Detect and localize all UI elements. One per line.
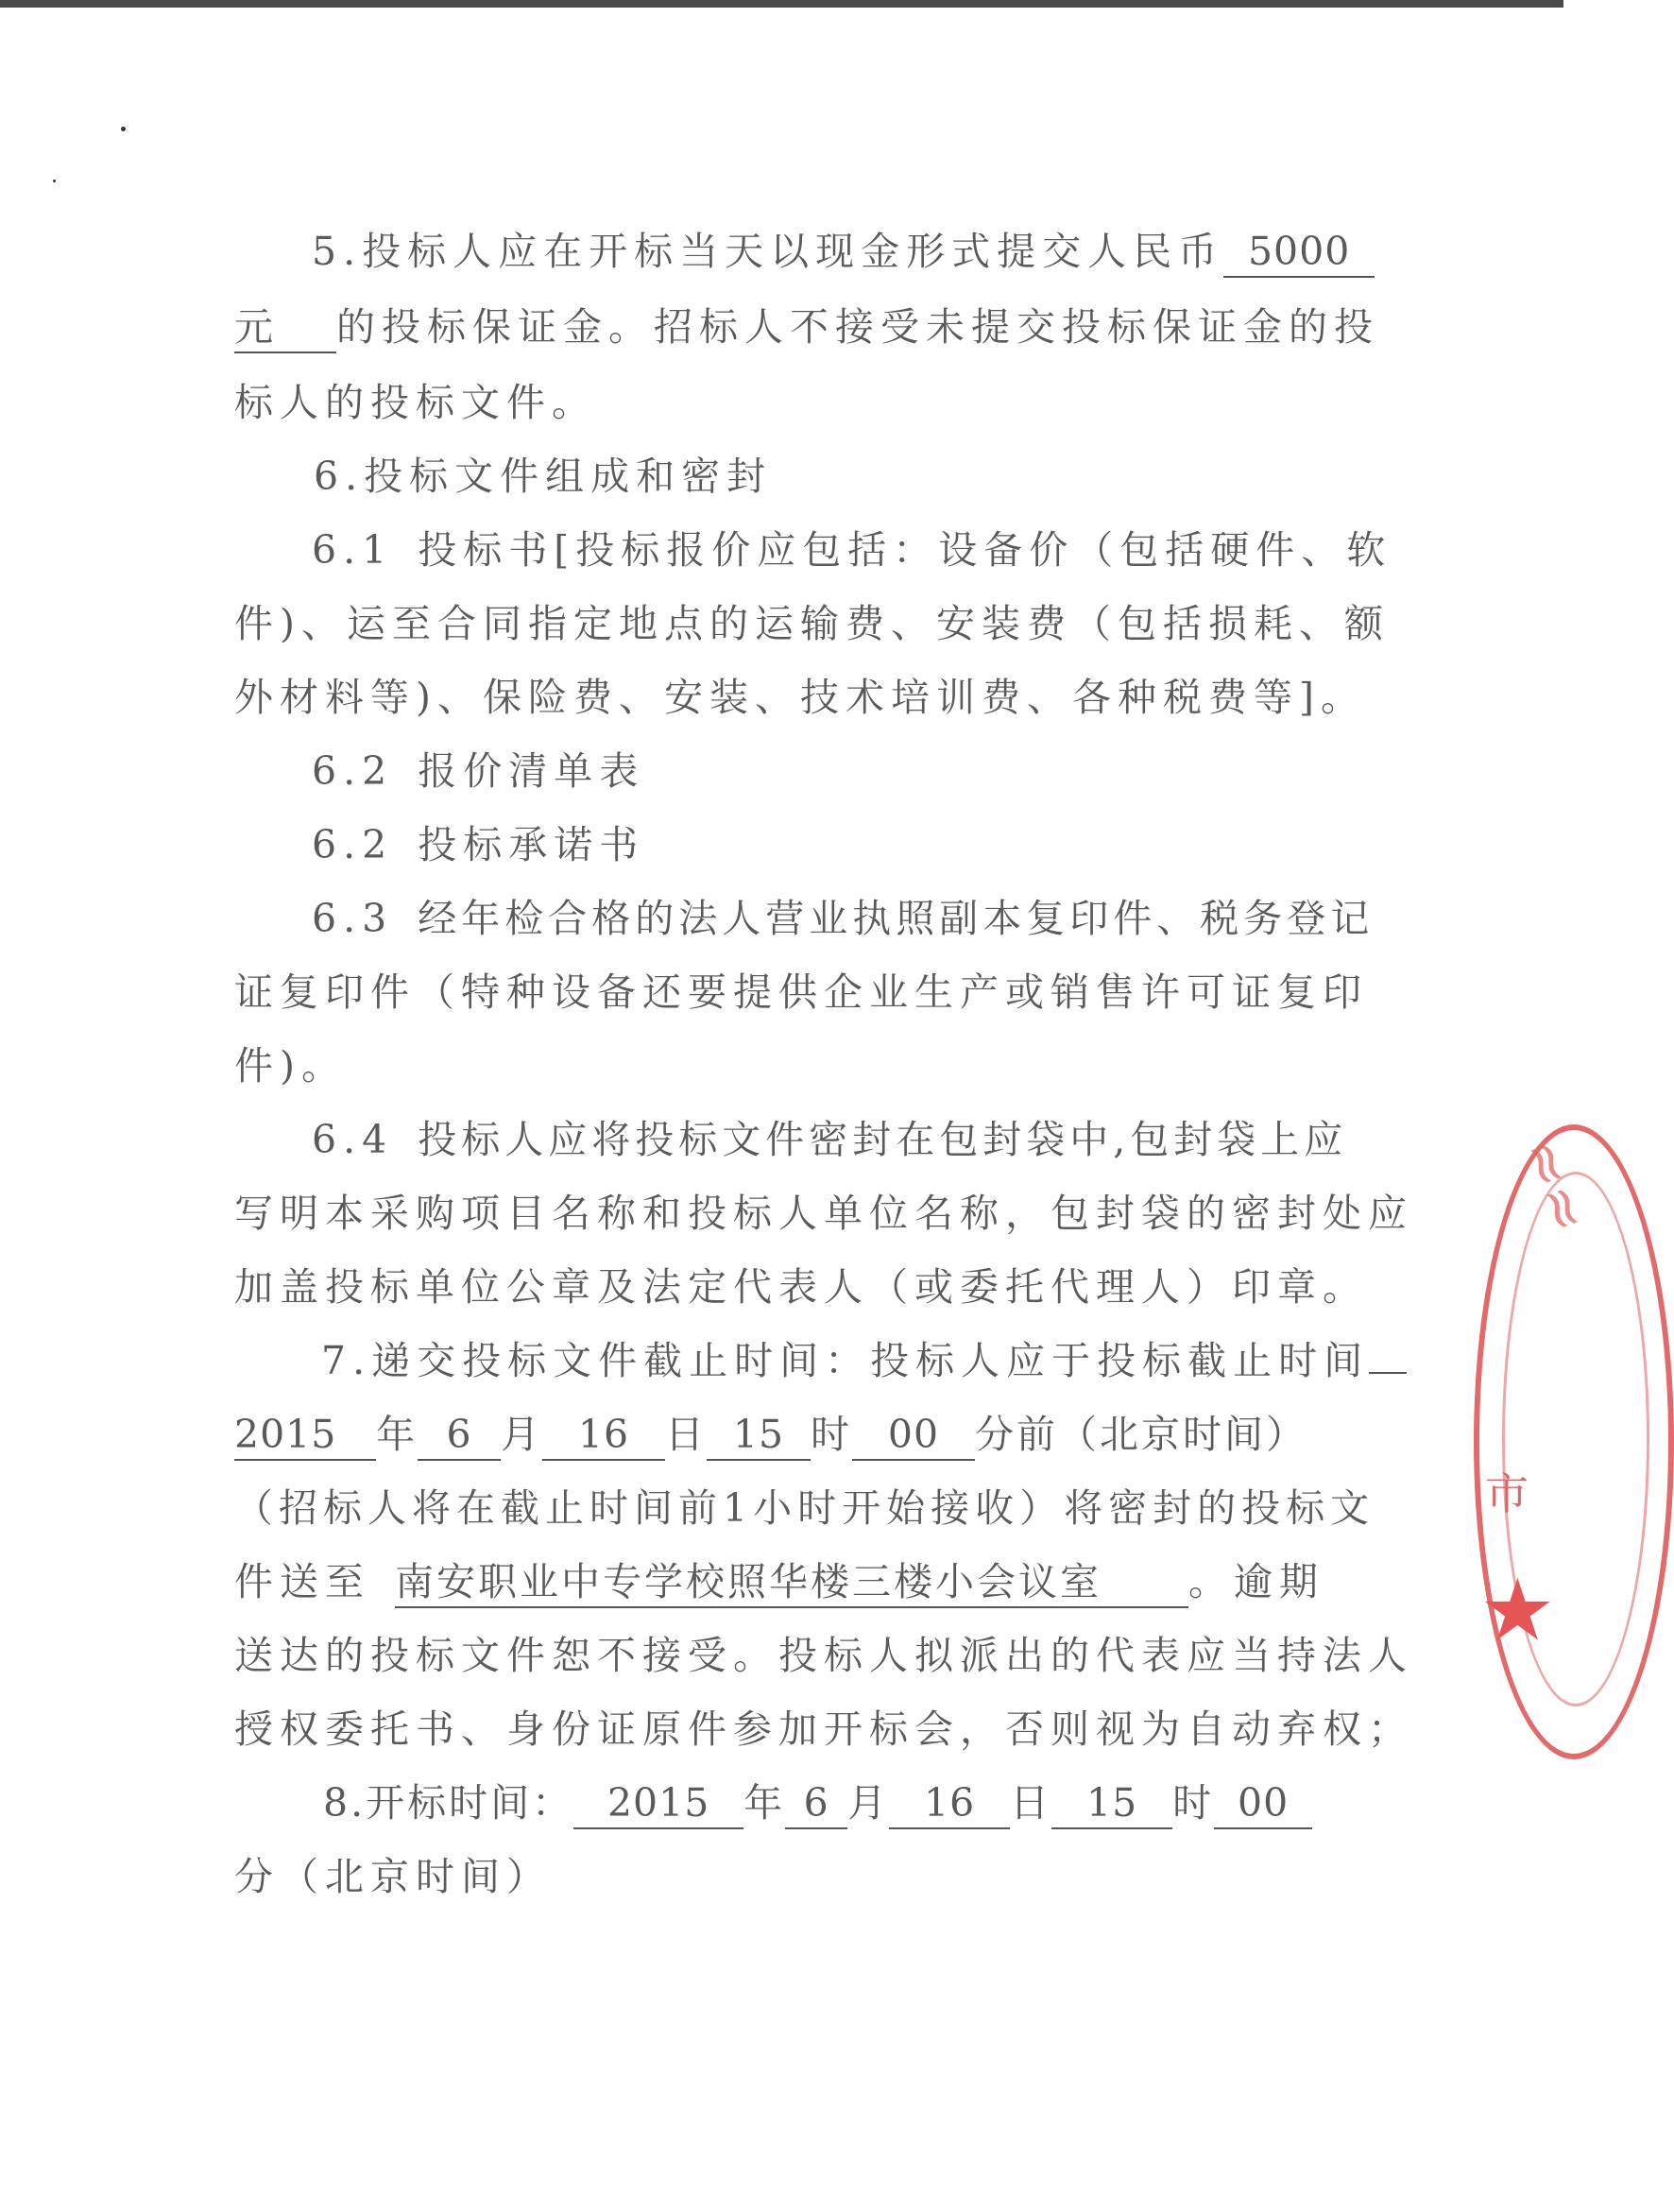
text-line <box>234 894 1408 943</box>
deposit-amount: 5000 <box>1223 227 1375 278</box>
opening-hour: 15 <box>1051 1778 1172 1829</box>
item-number: 6.2 <box>312 748 394 794</box>
line-text: 5.投标人应在开标当天以现金形式提交人民币 <box>312 229 1224 274</box>
line-text: 外材料等)、保险费、安装、技术培训费、各种税费等]。 <box>234 675 1366 720</box>
unit-hour: 时 <box>1172 1780 1215 1826</box>
text-line <box>234 1852 1330 1901</box>
item-number: 6.1 <box>312 527 394 573</box>
text-line <box>234 1041 1330 1090</box>
deadline-hour: 15 <box>707 1410 811 1461</box>
text-line <box>234 227 1408 278</box>
unit-month: 月 <box>501 1412 542 1457</box>
seal-lettering: ≈≈ <box>1508 1129 1603 1243</box>
line-text: 报价清单表 <box>418 748 645 794</box>
line-text: 授权委托书、身份证原件参加开标会，否则视为自动弃权； <box>234 1706 1413 1752</box>
text-line <box>234 673 1366 722</box>
opening-minute: 00 <box>1214 1778 1312 1829</box>
text-line <box>234 1336 1417 1385</box>
unit-year: 年 <box>743 1780 786 1826</box>
opening-month: 6 <box>785 1778 847 1829</box>
line-text: 6.投标文件组成和密封 <box>314 454 773 499</box>
scan-speck <box>121 127 126 131</box>
text-line <box>234 746 1408 796</box>
text-line <box>234 378 1330 427</box>
section-heading <box>234 452 1409 501</box>
line-text: 投标人应将投标文件密封在包封袋中,包封袋上应 <box>418 1117 1348 1162</box>
line-text: 投标承诺书 <box>418 822 645 867</box>
text-line <box>234 1631 1413 1680</box>
deadline-year: 2015 <box>234 1410 376 1461</box>
line-text: 送达的投标文件恕不接受。投标人拟派出的代表应当持法人 <box>234 1633 1413 1678</box>
line-text: 的投标保证金。招标人不接受未提交投标保证金的投 <box>336 304 1379 350</box>
line-text: 标人的投标文件。 <box>234 380 597 425</box>
opening-day: 16 <box>889 1778 1010 1829</box>
text-line <box>234 599 1390 648</box>
text-line <box>234 1705 1413 1754</box>
line-text: 证复印件（特种设备还要提供企业生产或销售许可证复印 <box>234 969 1368 1015</box>
unit-hour: 时 <box>811 1412 852 1457</box>
submission-location: 南安职业中专学校照华楼三楼小会议室 <box>395 1557 1188 1608</box>
scan-edge <box>0 0 1563 8</box>
text-line <box>234 302 1379 353</box>
text-line <box>234 1557 1330 1608</box>
line-text: 件)、运至合同指定地点的运输费、安装费（包括损耗、额 <box>234 601 1390 646</box>
opening-line <box>234 1778 1419 1829</box>
unit-day: 日 <box>665 1412 707 1457</box>
seal-character: 市 <box>1485 1468 1529 1519</box>
line-text: 投标书[投标报价应包括：设备价（包括硬件、软 <box>418 527 1392 573</box>
line-text: 8.开标时间： <box>323 1780 574 1826</box>
seal-star-icon: ★ <box>1479 1561 1556 1660</box>
scan-speck <box>53 180 56 182</box>
unit-day: 日 <box>1010 1780 1052 1826</box>
item-number: 6.2 <box>312 822 394 867</box>
line-text: （招标人将在截止时间前1小时开始接收）将密封的投标文 <box>234 1485 1375 1531</box>
deadline-minute: 00 <box>852 1410 975 1461</box>
text-line <box>234 525 1408 574</box>
line-text: 加盖投标单位公章及法定代表人（或委托代理人）印章。 <box>234 1264 1368 1310</box>
line-text: 件送至 <box>234 1559 370 1604</box>
text-line <box>234 968 1368 1017</box>
deadline-line <box>234 1410 1330 1461</box>
item-number: 6.3 <box>312 896 394 941</box>
line-text: 。逾期 <box>1188 1559 1324 1604</box>
line-text: 经年检合格的法人营业执照副本复印件、税务登记 <box>418 896 1375 941</box>
deposit-unit: 元 <box>234 302 336 353</box>
deadline-month: 6 <box>418 1410 501 1461</box>
line-text: 件)。 <box>234 1043 347 1089</box>
text-line <box>234 1483 1375 1533</box>
deadline-day: 16 <box>542 1410 665 1461</box>
text-line <box>234 1262 1368 1312</box>
opening-year: 2015 <box>573 1778 743 1829</box>
text-line <box>234 1115 1408 1164</box>
text-line <box>234 820 1408 869</box>
line-text: 7.递交投标文件截止时间：投标人应于投标截止时间 <box>321 1338 1370 1383</box>
unit-month: 月 <box>847 1780 890 1826</box>
unit-year: 年 <box>376 1412 418 1457</box>
line-text: 分前（北京时间） <box>975 1412 1307 1457</box>
line-text: 分（北京时间） <box>234 1854 552 1899</box>
text-line <box>234 1189 1413 1238</box>
item-number: 6.4 <box>312 1117 394 1162</box>
line-text: 写明本采购项目名称和投标人单位名称，包封袋的密封处应 <box>234 1191 1413 1236</box>
